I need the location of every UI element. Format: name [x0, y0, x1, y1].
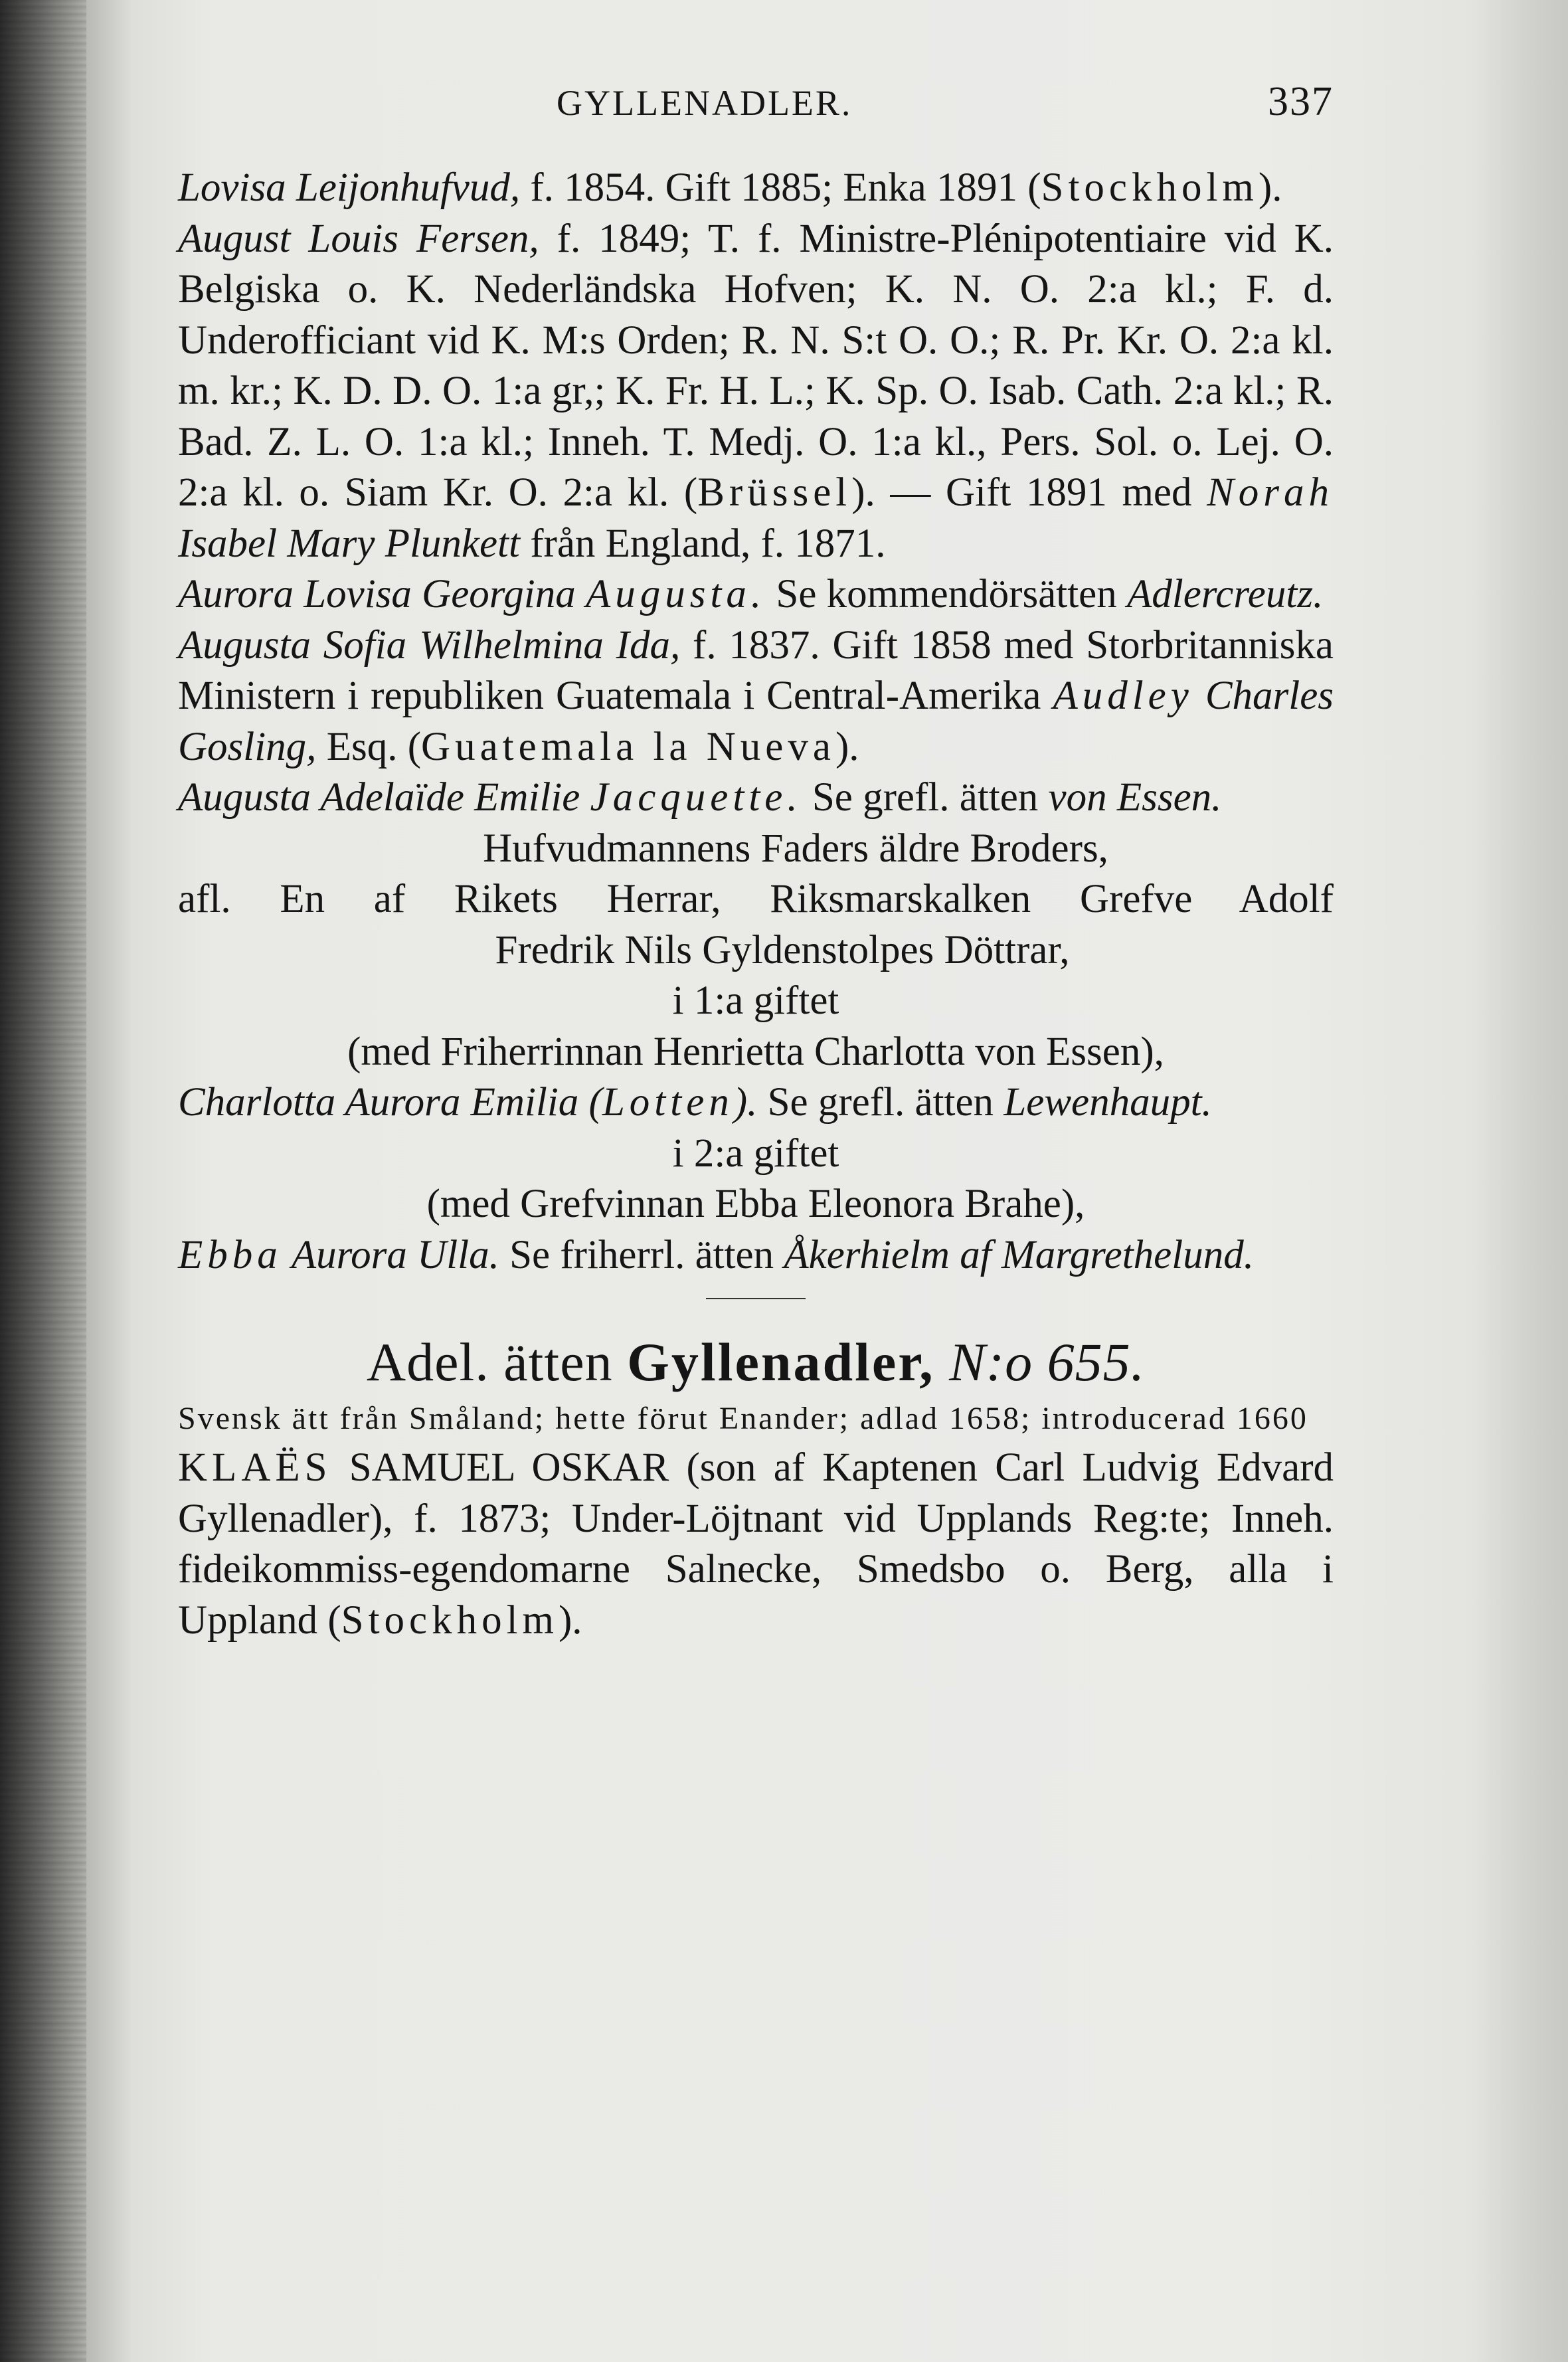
page-edge-shadow: [1475, 0, 1568, 2362]
family-heading: Adel. ätten Gyllenadler, N:o 655.: [366, 1332, 1146, 1392]
running-header: [178, 76, 1334, 163]
page-number: 337: [1268, 79, 1334, 124]
entry-ebba: Ebba Aurora Ulla. Se friherrl. ätten Åkerhielm af Margrethelund.: [178, 1232, 1254, 1277]
entry-augusta-sofia: Augusta Sofia Wilhelmina Ida, f. 1837. Gift 1858 med Storbritanniska Ministern i republiken Guatemala i Central-Amerika Audley Charles Gosling, Esq. (Guatemala la Nueva).: [178, 622, 1334, 769]
entry-lovisa: Lovisa Leijonhufvud, f. 1854. Gift 1885; Enka 1891 (Stockholm).: [178, 165, 1282, 210]
family-intro: Svensk ätt från Småland; hette förut Enander; adlad 1658; introducerad 1660: [178, 1401, 1308, 1436]
book-spine-shadow: [0, 0, 86, 2362]
section-line-first-marriage: i 1:a giftet: [672, 978, 839, 1023]
entry-augusta-adelaide: Augusta Adelaïde Emilie Jacquette. Se grefl. ätten von Essen.: [178, 775, 1222, 820]
entry-klaes: KLAËS SAMUEL OSKAR (son af Kaptenen Carl Ludvig Edvard Gyllenadler), f. 1873; Under-Löjtnant vid Upplands Reg:te; Inneh. fideikommiss-egendomarne Salnecke, Smedsbo o. Berg, alla i Uppland (Stockholm).: [178, 1445, 1334, 1643]
section-line-dottrar: Fredrik Nils Gyldenstolpes Döttrar,: [495, 927, 1070, 972]
section-heading-fathers-brother: Hufvudmannens Faders äldre Broders,: [483, 826, 1108, 871]
page-text: [178, 76, 1334, 1646]
section-line-second-wife: (med Grefvinnan Ebba Eleonora Brahe),: [426, 1182, 1085, 1226]
section-line-second-marriage: i 2:a giftet: [672, 1131, 839, 1176]
entry-august: August Louis Fersen, f. 1849; T. f. Ministre-Plénipotentiaire vid K. Belgiska o. K. Nederländska Hofven; K. N. O. 2:a kl.; F. d. Underofficiant vid K. M:s Orden; R. N. S:t O. O.; R. Pr. Kr. O. 2:a kl. m. kr.; K. D. D. O. 1:a gr,; K. Fr. H. L.; K. Sp. O. Isab. Cath. 2:a kl.; R. Bad. Z. L. O. 1:a kl.; Inneh. T. Medj. O. 1:a kl., Pers. Sol. o. Lej. O. 2:a kl. o. Siam Kr. O. 2:a kl. (Brüssel). — Gift 1891 med Norah Isabel Mary Plunkett från England, f. 1871.: [178, 216, 1334, 566]
entry-charlotta: Charlotta Aurora Emilia (Lotten). Se grefl. ätten Lewenhaupt.: [178, 1080, 1212, 1125]
section-line-first-wife: (med Friherrinnan Henrietta Charlotta von Essen),: [347, 1029, 1164, 1074]
running-title: GYLLENADLER.: [557, 83, 853, 123]
section-line-riksmarskalken: afl. En af Rikets Herrar, Riksmarskalken Grefve Adolf: [178, 877, 1334, 921]
section-divider: [706, 1298, 806, 1299]
entry-aurora-lovisa: Aurora Lovisa Georgina Augusta. Se kommendörsätten Adlercreutz.: [178, 572, 1324, 616]
